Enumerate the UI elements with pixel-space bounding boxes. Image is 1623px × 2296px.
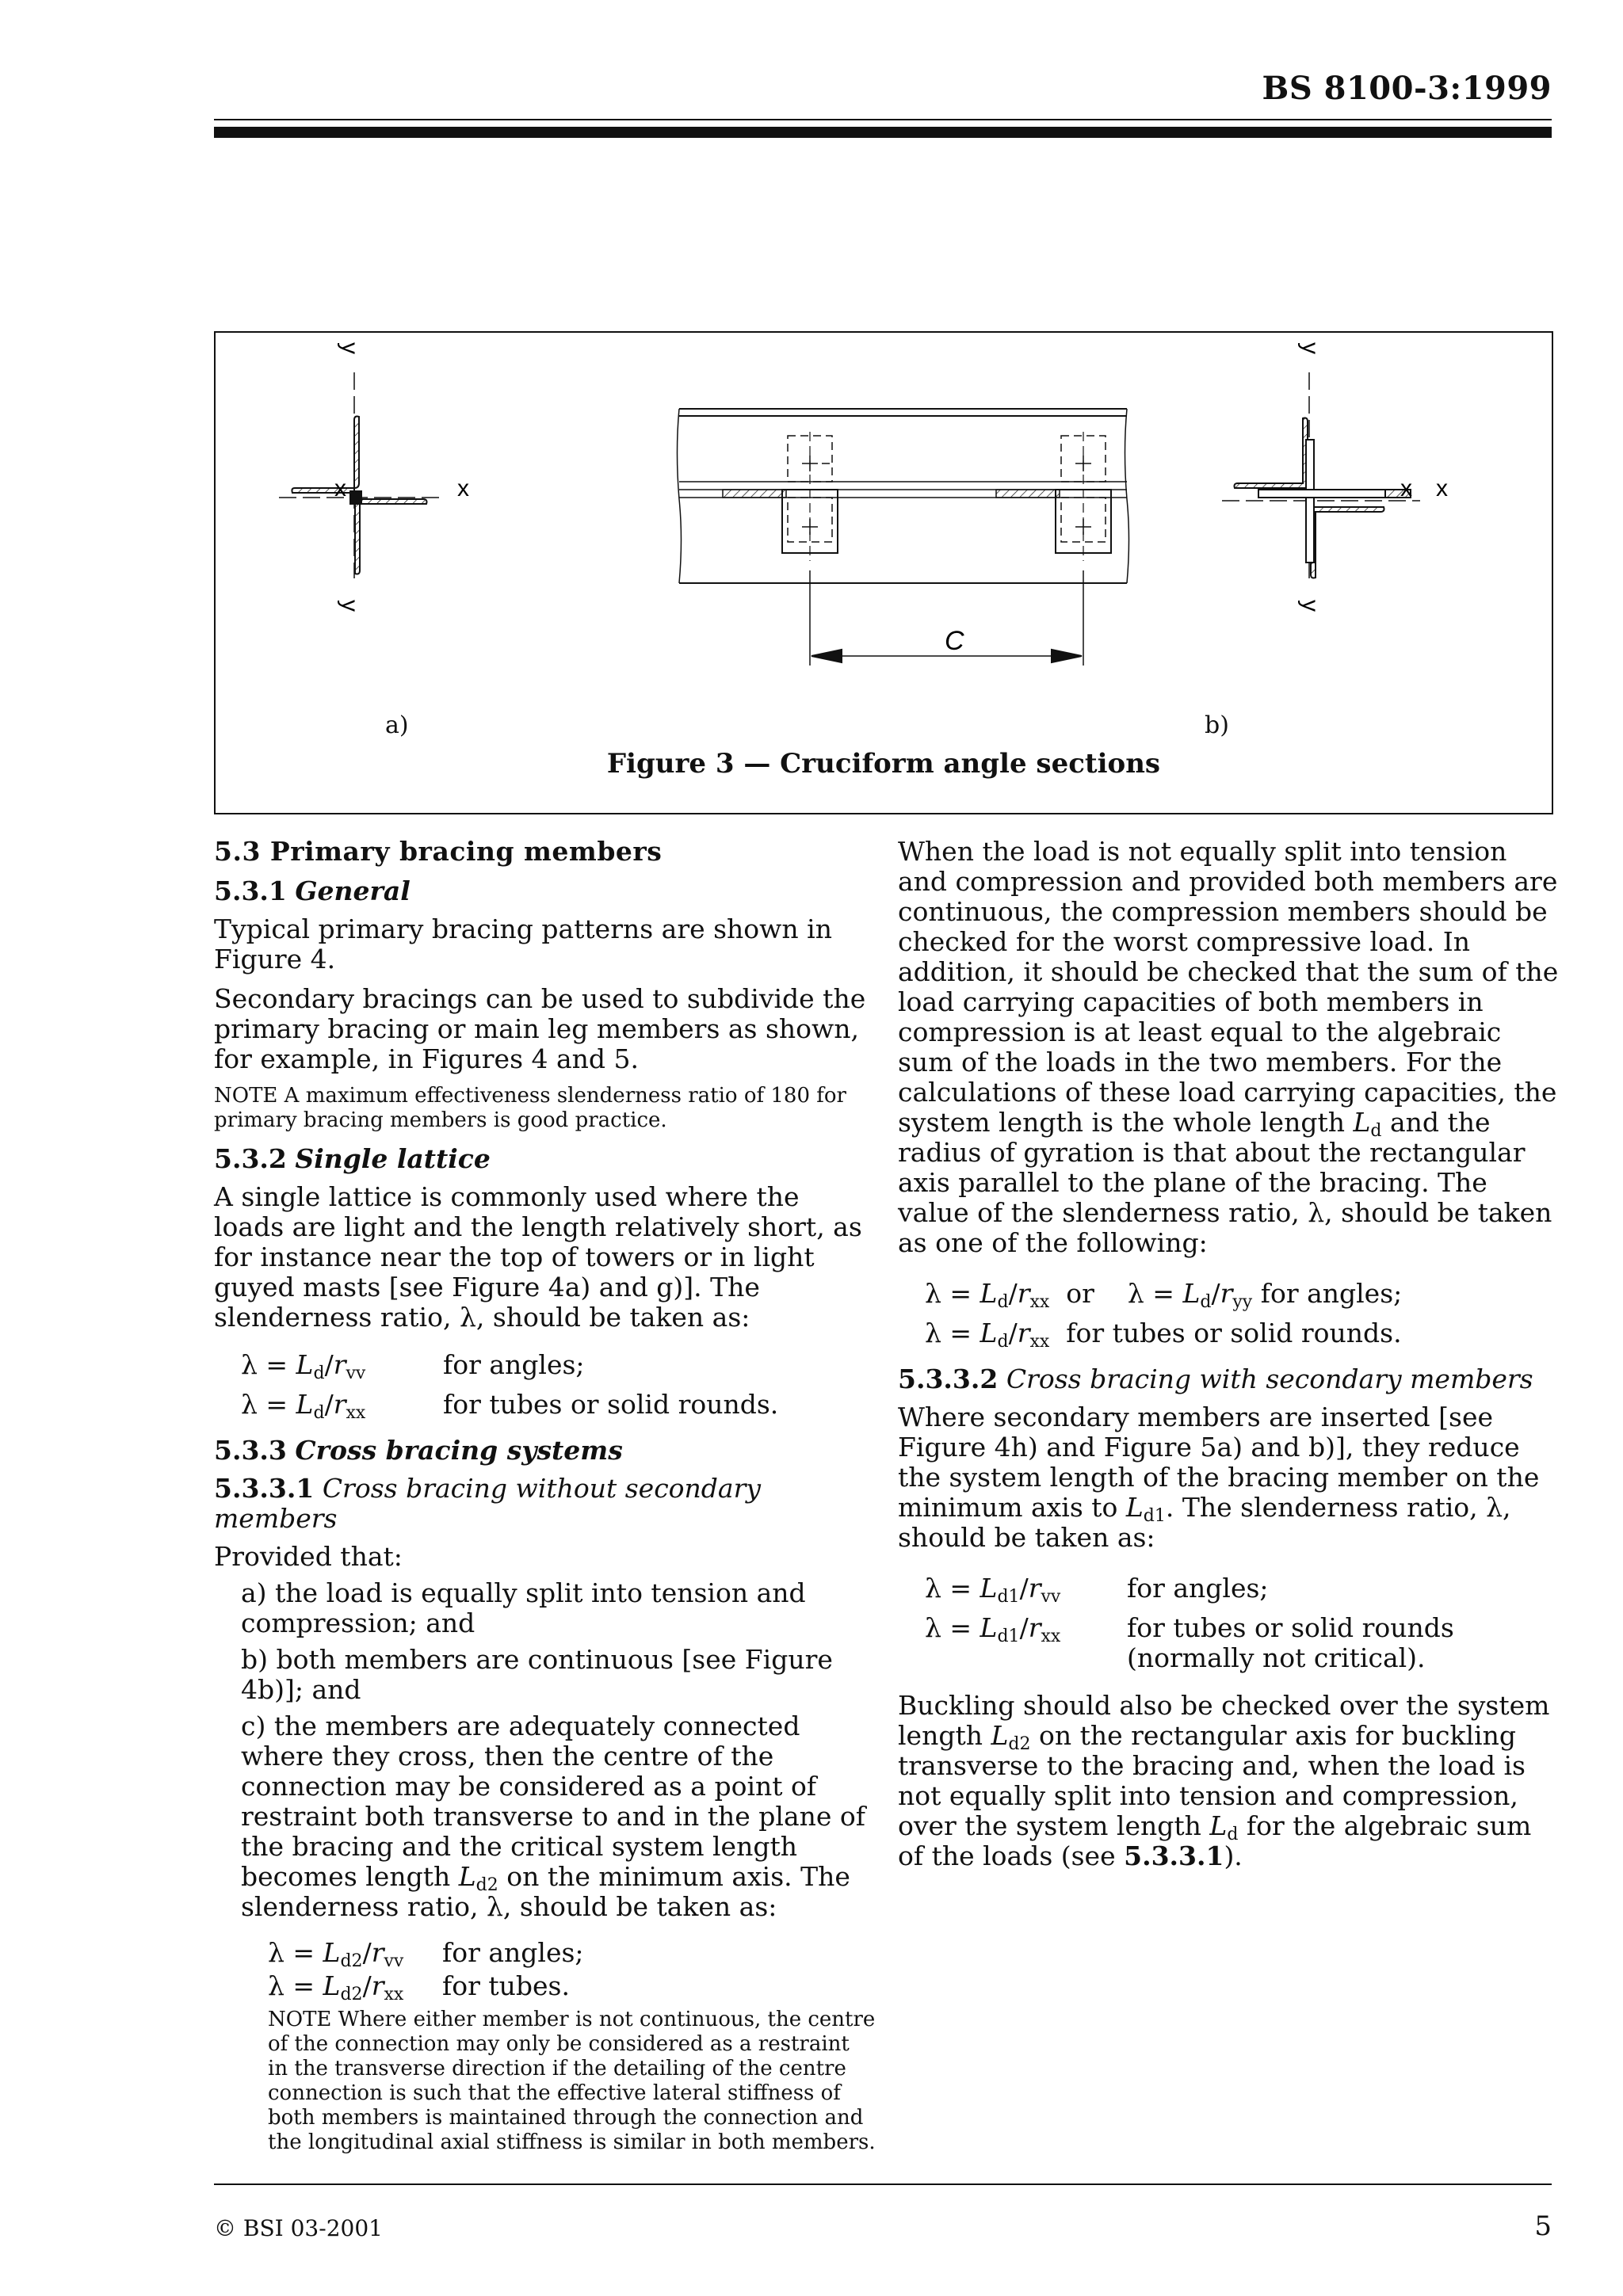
section-5-3-3-1-heading: 5.3.3.1 Cross bracing without secondary members bbox=[214, 1473, 762, 1534]
paragraph: Typical primary bracing patterns are shown in Figure 4. bbox=[214, 913, 832, 974]
cruciform-drawing bbox=[216, 333, 1552, 813]
list-item-c: c) the members are adequately connected where they cross, then the centre of the connection may be considered as a point of restraint both transverse to and in the plane of the bracing and the critical system length becomes length $L_{d2}$ on the minimum axis. The slenderness ratio, λ, should be taken as: bbox=[241, 1711, 866, 1922]
axis-y-b-bottom: y bbox=[1297, 600, 1323, 612]
standard-id: BS 8100-3:1999 bbox=[1262, 70, 1552, 107]
figure-3 bbox=[214, 331, 1553, 814]
note: NOTE A maximum effectiveness slenderness ratio of 180 for primary bracing members is good practice. bbox=[214, 1084, 846, 1132]
axis-x-b-left: x bbox=[1400, 475, 1412, 502]
header-rule-thick bbox=[214, 127, 1552, 138]
axis-x-a-left: x bbox=[334, 475, 346, 502]
equation-ld-tubes: $\lambda = L_d/r_{xx}$ for tubes or solid rounds. bbox=[925, 1318, 1402, 1352]
equation-ld-angles: $\lambda = L_d/r_{xx}$ or $\lambda = L_d/r_{yy}$ for angles; bbox=[925, 1278, 1403, 1312]
figure-caption: Figure 3 — Cruciform angle sections bbox=[606, 748, 1161, 780]
paragraph: Where secondary members are inserted [see Figure 4h) and Figure 5a) and b)], they reduce the system length of the bracing member on the minimum axis to $L_{d1}$. The slenderness ratio, λ, should be taken as: bbox=[898, 1402, 1540, 1553]
section-5-3-title: 5.3 Primary bracing members bbox=[214, 836, 663, 867]
equation-ld1-tubes: $\lambda = L_{d1}/r_{xx}$ for tubes or solid rounds (normally not critical). bbox=[925, 1612, 1454, 1673]
axis-y-a-top: y bbox=[337, 342, 363, 354]
paragraph: Buckling should also be checked over the system length $L_{d2}$ on the rectangular axis for buckling transverse to the bracing and, when the load is not equally split into tension and compression, over the system length $L_d$ for the algebraic sum of the loads (see 5.3.3.1). bbox=[898, 1690, 1550, 1871]
paragraph: Secondary bracings can be used to subdivide the primary bracing or main leg members as shown, for example, in Figures 4 and 5. bbox=[214, 983, 866, 1074]
paragraph: When the load is not equally split into tension and compression and provided both members are continuous, the compression members should be checked for the worst compressive load. In addition, it should be checked that the sum of the load carrying capacities of both members in compression is at least equal to the algebraic sum of the loads in the two members. For the calculations of these load carrying capacities, the system length is the whole length $L_d$ and the radius of gyration is that about the rectangular axis parallel to the plane of the bracing. The value of the slenderness ratio, λ, should be taken as one of the following: bbox=[898, 836, 1559, 1258]
page-number: 5 bbox=[1534, 2210, 1552, 2242]
axis-x-a-right: x bbox=[457, 475, 469, 502]
section-b bbox=[1222, 372, 1420, 578]
section-5-3-2-heading: 5.3.2 Single lattice bbox=[214, 1143, 491, 1174]
figure-label-a: a) bbox=[385, 711, 409, 739]
equation-angles-ld2: $\lambda = L_{d2}/r_{vv}$ for angles; bbox=[268, 1937, 584, 1971]
header-rule-thin bbox=[214, 119, 1552, 120]
section-5-3-1-heading: 5.3.1 General bbox=[214, 875, 411, 906]
axis-y-a-bottom: y bbox=[337, 600, 363, 612]
equation-tubes-ld2: $\lambda = L_{d2}/r_{xx}$ for tubes. bbox=[268, 1970, 570, 2004]
equation-angles: $\lambda = L_d/r_{vv}$ for angles; bbox=[241, 1349, 585, 1383]
footer-rule bbox=[214, 2183, 1552, 2185]
paragraph: Provided that: bbox=[214, 1541, 403, 1572]
equation-tubes: $\lambda = L_d/r_{xx}$ for tubes or solid rounds. bbox=[241, 1389, 779, 1423]
list-item-b: b) both members are continuous [see Figure 4b)]; and bbox=[241, 1644, 833, 1705]
left-column bbox=[214, 837, 876, 2166]
right-column bbox=[898, 837, 1560, 1881]
copyright: © BSI 03-2001 bbox=[214, 2215, 383, 2241]
section-5-3-3-2-heading: 5.3.3.2 Cross bracing with secondary members bbox=[898, 1363, 1533, 1394]
equation-ld1-angles: $\lambda = L_{d1}/r_{vv}$ for angles; bbox=[925, 1573, 1269, 1607]
section-5-3-3-heading: 5.3.3 Cross bracing systems bbox=[214, 1435, 623, 1466]
axis-y-b-top: y bbox=[1297, 342, 1323, 354]
axis-x-b-right: x bbox=[1436, 475, 1448, 502]
elevation-view bbox=[678, 409, 1129, 666]
figure-label-b: b) bbox=[1205, 711, 1229, 739]
section-a bbox=[279, 372, 445, 578]
paragraph: A single lattice is commonly used where the loads are light and the length relatively short, as for instance near the top of towers or in light guyed masts [see Figure 4a) and g)]. The slenderness ratio, λ, should be taken as: bbox=[214, 1181, 862, 1333]
dimension-c: C bbox=[945, 626, 964, 656]
list-item-a: a) the load is equally split into tension and compression; and bbox=[241, 1577, 806, 1638]
note: NOTE Where either member is not continuous, the centre of the connection may only be considered as a restraint in the transverse direction if the detailing of the centre connection is such that the effective lateral stiffness of both members is maintained through the connection and the longitudinal axial stiffness is similar in both members. bbox=[268, 2008, 876, 2154]
